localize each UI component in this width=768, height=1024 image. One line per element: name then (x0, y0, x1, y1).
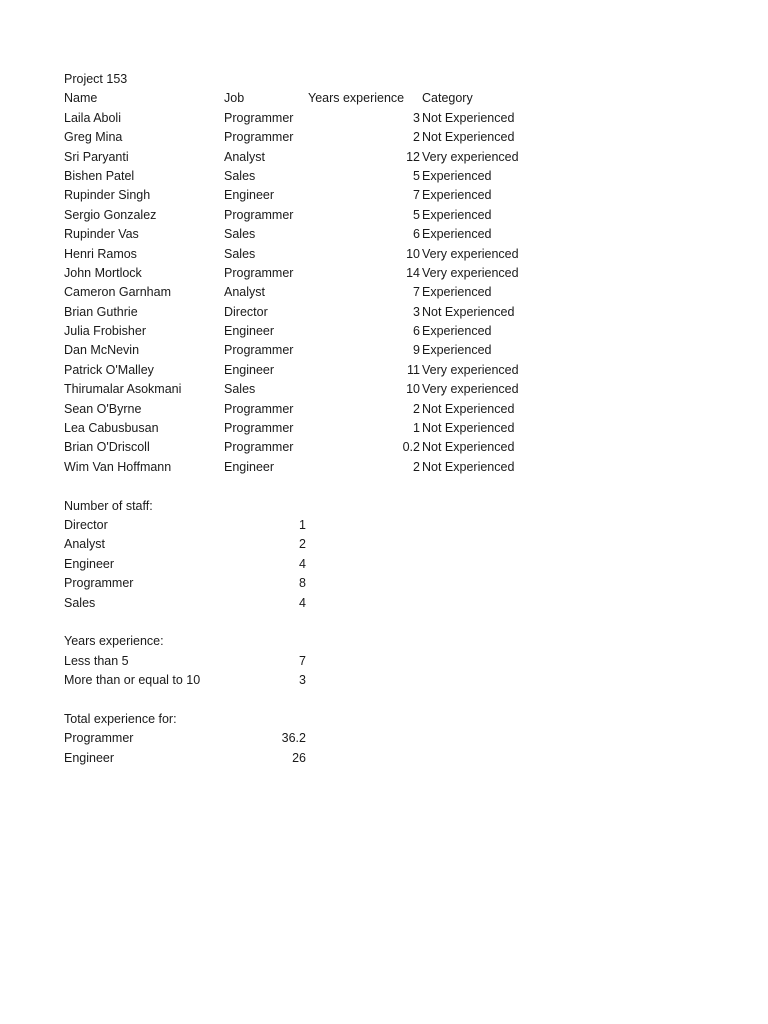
table-row (64, 245, 544, 264)
summary-row (64, 729, 544, 748)
summary-label: Sales (64, 595, 96, 610)
staff-job: Sales (224, 246, 256, 261)
summary-row (64, 594, 544, 613)
staff-years: 6 (413, 324, 420, 339)
table-row (64, 438, 544, 457)
table-row (64, 186, 544, 205)
summary-row (64, 535, 544, 554)
project-title-row (64, 70, 544, 89)
staff-name: Julia Frobisher (64, 324, 146, 339)
staff-years: 2 (413, 459, 420, 474)
staff-name: Thirumalar Asokmani (64, 382, 182, 397)
staff-name: Sergio Gonzalez (64, 207, 157, 222)
table-row (64, 341, 544, 360)
staff-count-table (64, 516, 544, 613)
project-title: Project 153 (64, 72, 128, 86)
summary-row (64, 749, 544, 768)
staff-table (64, 109, 544, 477)
summary-label: Less than 5 (64, 653, 129, 668)
table-row (64, 109, 544, 128)
staff-name: Sean O'Byrne (64, 401, 142, 416)
staff-years: 7 (413, 188, 420, 203)
summary-label: Programmer (64, 576, 134, 591)
table-row (64, 322, 544, 341)
staff-name: Bishen Patel (64, 168, 135, 183)
summary-value: 4 (299, 595, 306, 610)
summary-label: Engineer (64, 750, 115, 765)
summary-label: Programmer (64, 731, 134, 746)
summary-value: 1 (299, 517, 306, 532)
staff-years: 1 (413, 421, 420, 436)
staff-name: Rupinder Vas (64, 227, 139, 242)
summary-value: 8 (299, 576, 306, 591)
staff-count-title-row (64, 497, 544, 516)
staff-years: 0.2 (402, 440, 420, 455)
summary-row (64, 574, 544, 593)
table-row (64, 458, 544, 477)
staff-category: Very experienced (422, 246, 519, 261)
staff-name: Laila Aboli (64, 110, 121, 125)
summary-label: Engineer (64, 556, 115, 571)
table-row (64, 206, 544, 225)
staff-years: 5 (413, 207, 420, 222)
staff-category: Experienced (422, 227, 492, 242)
staff-category: Experienced (422, 188, 492, 203)
staff-name: Brian Guthrie (64, 304, 138, 319)
staff-category: Experienced (422, 285, 492, 300)
staff-years: 7 (413, 285, 420, 300)
staff-years: 10 (406, 246, 420, 261)
summary-value: 3 (299, 673, 306, 688)
staff-name: Lea Cabusbusan (64, 421, 159, 436)
staff-name: Brian O'Driscoll (64, 440, 150, 455)
staff-job: Programmer (224, 421, 294, 436)
staff-category: Very experienced (422, 149, 519, 164)
staff-category: Not Experienced (422, 440, 515, 455)
staff-job: Sales (224, 168, 256, 183)
staff-category: Not Experienced (422, 130, 515, 145)
staff-job: Programmer (224, 207, 294, 222)
years-experience-title: Years experience: (64, 634, 164, 649)
staff-job: Programmer (224, 440, 294, 455)
staff-job: Analyst (224, 285, 265, 300)
summary-value: 7 (299, 653, 306, 668)
table-row (64, 148, 544, 167)
spreadsheet (64, 70, 544, 768)
staff-years: 10 (406, 382, 420, 397)
staff-name: Rupinder Singh (64, 188, 151, 203)
header-category: Category (422, 91, 473, 106)
staff-name: Cameron Garnham (64, 285, 171, 300)
staff-years: 2 (413, 401, 420, 416)
spacer (64, 613, 544, 632)
summary-row (64, 516, 544, 535)
summary-value: 4 (299, 556, 306, 571)
staff-job: Programmer (224, 130, 294, 145)
summary-value: 2 (299, 537, 306, 552)
spacer (64, 691, 544, 710)
spacer (64, 477, 544, 496)
staff-job: Sales (224, 382, 256, 397)
staff-category: Very experienced (422, 362, 519, 377)
staff-category: Very experienced (422, 382, 519, 397)
staff-category: Not Experienced (422, 401, 515, 416)
staff-category: Not Experienced (422, 421, 515, 436)
summary-row (64, 555, 544, 574)
staff-years: 11 (407, 362, 420, 377)
table-row (64, 303, 544, 322)
table-row (64, 167, 544, 186)
table-row (64, 283, 544, 302)
header-name: Name (64, 91, 98, 106)
staff-years: 9 (413, 343, 420, 358)
staff-category: Not Experienced (422, 110, 515, 125)
staff-name: Greg Mina (64, 130, 123, 145)
header-job: Job (224, 91, 245, 106)
staff-category: Not Experienced (422, 459, 515, 474)
staff-job: Sales (224, 227, 256, 242)
staff-years: 2 (413, 130, 420, 145)
staff-job: Programmer (224, 343, 294, 358)
table-row (64, 225, 544, 244)
staff-years: 5 (413, 168, 420, 183)
years-experience-title-row (64, 632, 544, 651)
summary-label: Director (64, 517, 108, 532)
staff-job: Programmer (224, 401, 294, 416)
staff-years: 3 (413, 110, 420, 125)
staff-years: 12 (406, 149, 420, 164)
summary-value: 36.2 (281, 731, 306, 746)
staff-name: Henri Ramos (64, 246, 137, 261)
staff-name: John Mortlock (64, 265, 142, 280)
summary-label: More than or equal to 10 (64, 673, 201, 688)
staff-job: Engineer (224, 324, 275, 339)
table-row (64, 361, 544, 380)
years-experience-table (64, 652, 544, 691)
staff-job: Programmer (224, 110, 294, 125)
staff-job: Engineer (224, 362, 275, 377)
staff-job: Engineer (224, 459, 275, 474)
total-experience-table (64, 729, 544, 768)
staff-name: Wim Van Hoffmann (64, 459, 172, 474)
staff-category: Experienced (422, 324, 492, 339)
table-row (64, 419, 544, 438)
staff-name: Patrick O'Malley (64, 362, 154, 377)
summary-value: 26 (292, 750, 306, 765)
staff-name: Sri Paryanti (64, 149, 129, 164)
header-years: Years experience (308, 91, 405, 106)
staff-years: 14 (406, 265, 420, 280)
staff-category: Experienced (422, 207, 492, 222)
staff-years: 3 (413, 304, 420, 319)
table-row (64, 264, 544, 283)
total-experience-title-row (64, 710, 544, 729)
staff-category: Not Experienced (422, 304, 515, 319)
staff-name: Dan McNevin (64, 343, 140, 358)
total-experience-title: Total experience for: (64, 711, 177, 726)
staff-category: Experienced (422, 343, 492, 358)
staff-job: Analyst (224, 149, 265, 164)
table-row (64, 380, 544, 399)
staff-years: 6 (413, 227, 420, 242)
header-row (64, 89, 544, 108)
summary-row (64, 652, 544, 671)
staff-category: Experienced (422, 168, 492, 183)
summary-row (64, 671, 544, 690)
table-row (64, 128, 544, 147)
staff-job: Programmer (224, 265, 294, 280)
summary-label: Analyst (64, 537, 105, 552)
table-row (64, 400, 544, 419)
staff-count-title: Number of staff: (64, 498, 153, 513)
staff-job: Engineer (224, 188, 275, 203)
staff-category: Very experienced (422, 265, 519, 280)
staff-job: Director (224, 304, 268, 319)
